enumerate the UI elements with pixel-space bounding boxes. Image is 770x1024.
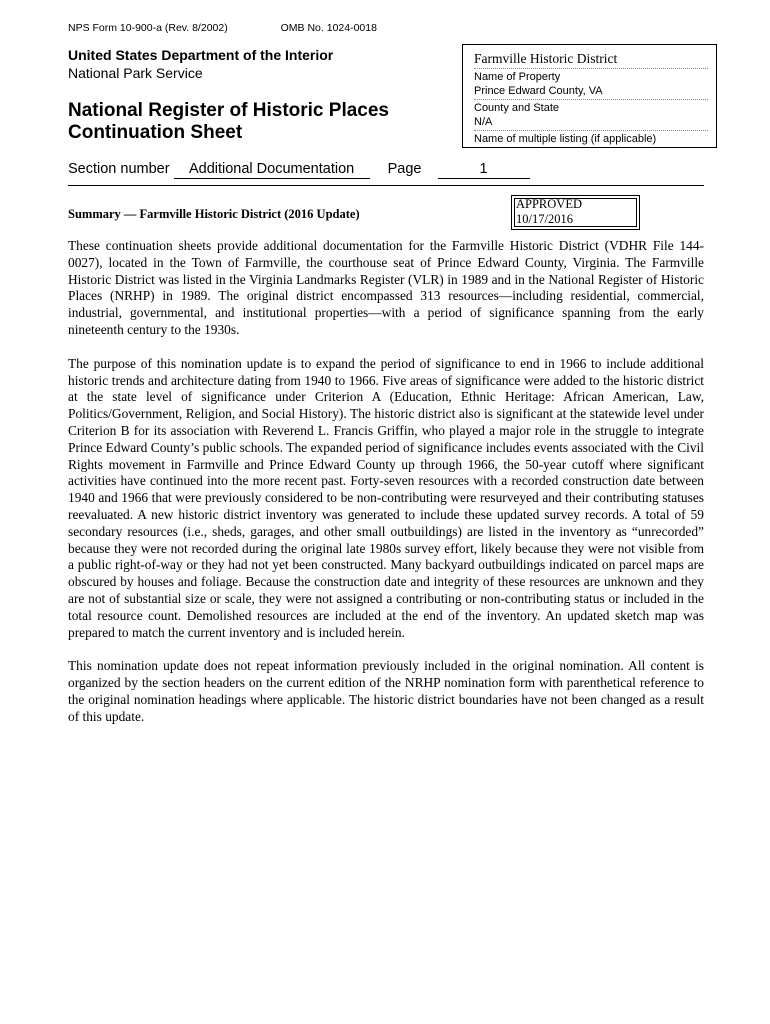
page-number-value: 1 xyxy=(438,161,530,179)
service-name: National Park Service xyxy=(68,65,203,81)
multiple-listing-value: N/A xyxy=(474,116,493,128)
header-divider xyxy=(68,185,704,186)
summary-heading: Summary — Farmville Historic District (2016 Update) xyxy=(68,207,360,221)
paragraph: These continuation sheets provide additional documentation for the Farmville Historic District (VDHR File 144-0027), located in the Town of Farmville, the courthouse seat of Prince Edward County, Virginia. The Farmville Historic District was listed in the Virginia Landmarks Register (VLR) in 1989 and in the National Register of Historic Places (NRHP) in 1989. The original district encompassed 313 resources—including residential, commercial, industrial, governmental, and institutional properties—with a period of significance spanning from the early nineteenth century to the 1930s. xyxy=(68,238,704,337)
page-title: National Register of Historic Places xyxy=(68,100,389,121)
omb-number: OMB No. 1024-0018 xyxy=(280,22,377,34)
form-number: NPS Form 10-900-a (Rev. 8/2002) xyxy=(68,22,228,34)
section-number-label: Section number xyxy=(68,161,170,177)
county-state-value: Prince Edward County, VA xyxy=(474,85,603,97)
page-subtitle: Continuation Sheet xyxy=(68,122,243,143)
approved-status: APPROVED xyxy=(516,197,582,211)
paragraph: This nomination update does not repeat information previously included in the original nomination. All content is organized by the section headers on the current edition of the NRHP nomination form with parenthetical reference to the original nomination headings where applicable. The historic district boundaries have not been changed as a result of this update. xyxy=(68,658,704,724)
page-label: Page xyxy=(387,161,422,177)
multiple-listing-label: Name of multiple listing (if applicable) xyxy=(474,133,657,145)
department-name: United States Department of the Interior xyxy=(68,47,334,63)
paragraph: The purpose of this nomination update is to expand the period of significance to end in 1966 to include additional historic trends and architecture dating from 1940 to 1966. Five areas of significance were added to the historic district at the state level of significance under Criterion A (Education, Ethnic Heritage: African American, Law, Politics/Government, Religion, and Social History). The historic district also is significant at the statewide level under Criterion B for its association with Reverend L. Francis Griffin, who played a major role in the struggle to integrate Prince Edward County’s public schools. The expanded period of significance includes events associated with the Civil Rights movement in Farmville and Prince Edward County up through 1966, the 50-year cutoff where significant activities have continued into the more recent past. Forty-seven resources with a recorded construction date between 1940 and 1966 that were previously considered to be non-contributing were resurveyed and their contributing statuses reevaluated. A new historic district inventory was generated to include these updated survey records. A total of 59 secondary resources (i.e., sheds, garages, and other small outbuildings) are listed in the inventory as “unrecorded” because they were not recorded during the original late 1980s survey effort, likely because they were not visible from a public right-of-way or they had not yet been constructed. Many backyard outbuildings indicated on parcel maps are obscured by houses and foliage. Because the construction date and integrity of these resources are unknown and they are not of substantial size or scale, they were not assigned a contributing or non-contributing status or included in the total resource count. Demolished resources are included at the end of the inventory. An updated sketch map was prepared to match the current inventory and is included herein. xyxy=(68,355,704,640)
body-text xyxy=(68,238,704,743)
county-state-label: County and State xyxy=(474,102,560,114)
divider xyxy=(474,99,708,100)
property-name-label: Name of Property xyxy=(474,71,561,83)
property-name-value: Farmville Historic District xyxy=(474,51,618,66)
divider xyxy=(474,68,708,69)
approved-date: 10/17/2016 xyxy=(516,212,573,226)
divider xyxy=(474,130,708,131)
form-identifier-line xyxy=(68,22,377,34)
property-info-box xyxy=(462,44,717,148)
section-page-row xyxy=(68,161,530,179)
approved-stamp xyxy=(511,195,640,230)
section-number-value: Additional Documentation xyxy=(174,161,370,179)
